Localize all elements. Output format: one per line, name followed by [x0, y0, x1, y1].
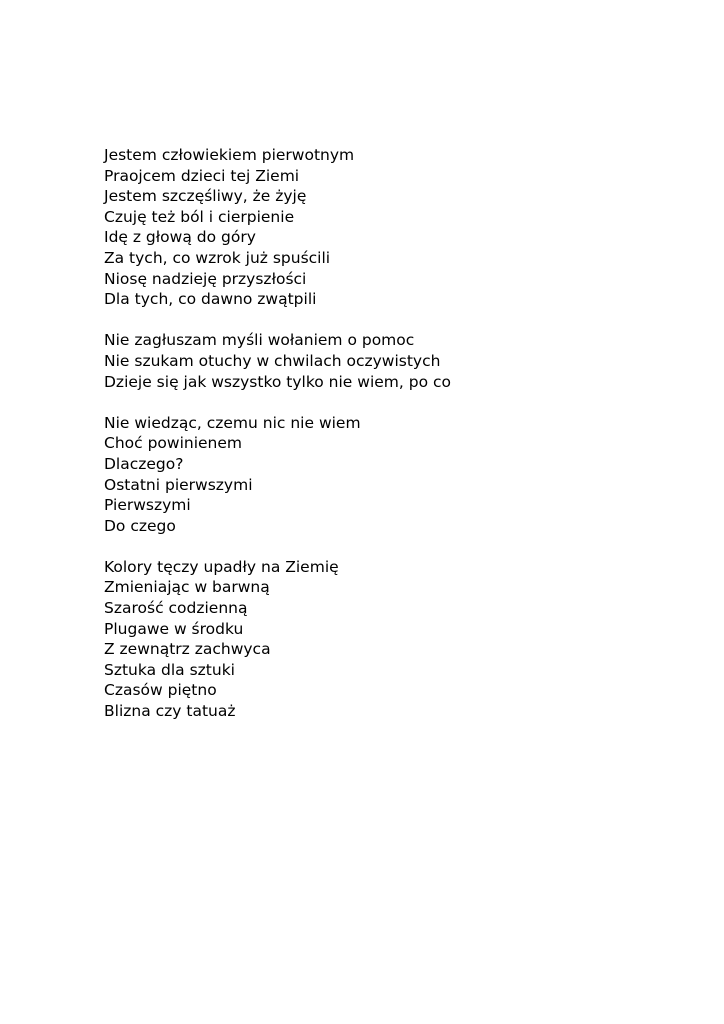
stanza-1: [104, 145, 664, 310]
poem-line: Czasów piętno: [104, 681, 217, 700]
poem-line: Czuję też ból i cierpienie: [104, 207, 295, 226]
poem-line: Dla tych, co dawno zwątpili: [104, 290, 317, 309]
poem-line: Plugawe w środku: [104, 619, 244, 638]
stanza-4: [104, 557, 664, 722]
poem-line: Do czego: [104, 516, 176, 535]
poem-line: Dlaczego?: [104, 454, 184, 473]
poem-line: Jestem człowiekiem pierwotnym: [104, 146, 355, 164]
poem-line: Szarość codzienną: [104, 599, 248, 618]
poem-text: [104, 145, 664, 742]
poem-line: Pierwszymi: [104, 496, 191, 515]
poem-line: Blizna czy tatuaż: [104, 702, 236, 721]
poem-line: Zmieniając w barwną: [104, 578, 270, 597]
poem-line: Za tych, co wzrok już spuścili: [104, 248, 331, 267]
poem-line: Nie szukam otuchy w chwilach oczywistych: [104, 351, 441, 370]
poem-line: Jestem szczęśliwy, że żyję: [104, 187, 307, 206]
stanza-3: [104, 413, 664, 537]
poem-line: Z zewnątrz zachwyca: [104, 640, 271, 659]
poem-line: Ostatni pierwszymi: [104, 475, 253, 494]
poem-line: Kolory tęczy upadły na Ziemię: [104, 557, 339, 576]
poem-line: Nie wiedząc, czemu nic nie wiem: [104, 413, 361, 432]
poem-line: Idę z głową do góry: [104, 228, 256, 247]
poem-line: Nie zagłuszam myśli wołaniem o pomoc: [104, 331, 415, 350]
poem-line: Praojcem dzieci tej Ziemi: [104, 166, 300, 185]
poem-line: Choć powinienem: [104, 434, 243, 453]
poem-line: Sztuka dla sztuki: [104, 660, 235, 679]
poem-line: Dzieje się jak wszystko tylko nie wiem, po co: [104, 372, 451, 391]
poem-line: Niosę nadzieję przyszłości: [104, 269, 307, 288]
stanza-2: [104, 330, 664, 392]
